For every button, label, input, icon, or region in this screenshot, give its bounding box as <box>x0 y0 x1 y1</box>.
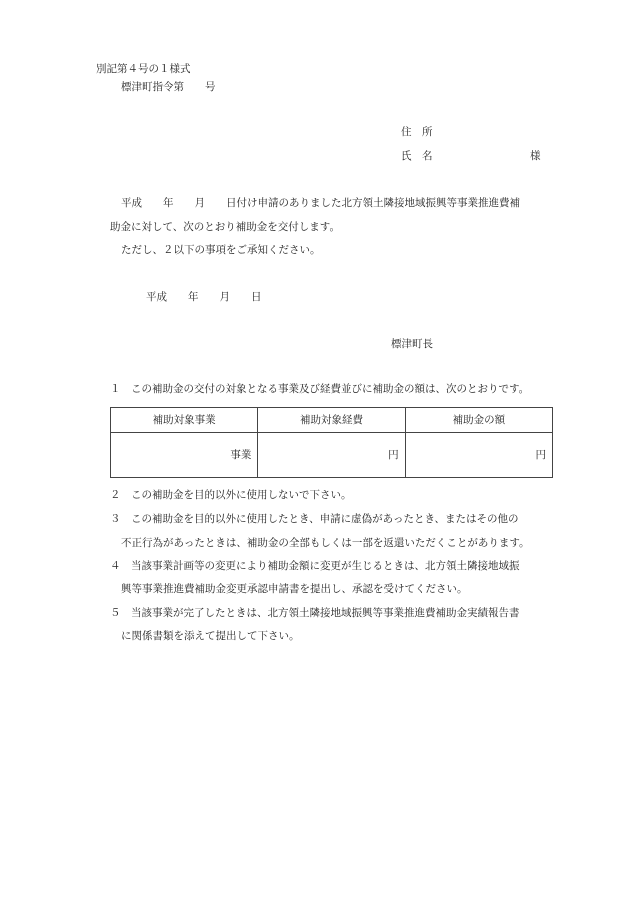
table-cell-project: 事業 <box>111 433 258 478</box>
item-1: １ この補助金の交付の対象となる事業及び経費並びに補助金の額は、次のとおりです。 <box>110 383 530 395</box>
item-5-line-2: に関係書類を添えて提出して下さい。 <box>121 630 300 642</box>
name-label: 氏 名 <box>401 150 433 162</box>
item-2: ２ この補助金を目的以外に使用しないで下さい。 <box>110 489 352 501</box>
form-number: 別記第４号の１様式 <box>96 63 191 75</box>
honorific: 様 <box>530 150 541 162</box>
table-header: 補助金の額 <box>405 408 552 433</box>
body-line-1: 平成 年 月 日付け申請のありました北方領土隣接地域振興等事業推進費補 <box>121 197 520 209</box>
table-header: 補助対象経費 <box>258 408 405 433</box>
table-header-row <box>111 408 553 433</box>
issuer: 標津町長 <box>391 338 433 350</box>
address-label: 住 所 <box>401 126 433 138</box>
table-header: 補助対象事業 <box>111 408 258 433</box>
item-3-line-1: ３ この補助金を目的以外に使用したとき、申請に虚偽があったとき、またはその他の <box>110 513 519 525</box>
table-cell-expense: 円 <box>258 433 405 478</box>
body-line-3: ただし、２以下の事項をご承知ください。 <box>121 244 321 256</box>
table-row <box>111 433 553 478</box>
table-cell-amount: 円 <box>405 433 552 478</box>
item-4-line-2: 興等事業推進費補助金変更承認申請書を提出し、承認を受けてください。 <box>121 583 468 595</box>
order-number: 標津町指令第 号 <box>121 81 216 93</box>
item-3-line-2: 不正行為があったときは、補助金の全部もしくは一部を返還いただくことがあります。 <box>121 537 530 549</box>
issue-date: 平成 年 月 日 <box>146 291 262 303</box>
subsidy-table <box>110 407 553 478</box>
body-line-2: 助金に対して、次のとおり補助金を交付します。 <box>110 221 340 233</box>
item-4-line-1: ４ 当該事業計画等の変更により補助金額に変更が生じるときは、北方領土隣接地域振 <box>110 560 520 572</box>
item-5-line-1: ５ 当該事業が完了したときは、北方領土隣接地域振興等事業推進費補助金実績報告書 <box>110 607 520 619</box>
